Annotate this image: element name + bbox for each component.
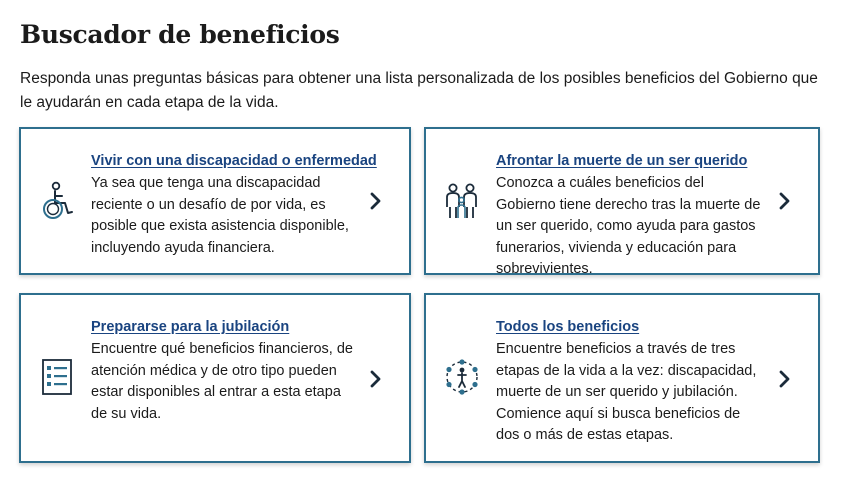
card-all-benefits-description: Encuentre beneficios a través de tres etapas de la vida a la vez: discapacidad, muerte de un ser querido y jubilación. Comience aquí si busca beneficios de dos o más de estas etapas. xyxy=(496,341,757,443)
card-disability-description: Ya sea que tenga una discapacidad reciente o un desafío de por vida, es posible que exista asistencia disponible, incluyendo ayuda financiera. xyxy=(91,175,349,256)
card-death-of-loved-one[interactable] xyxy=(424,127,820,275)
life-cycle-icon xyxy=(444,357,480,397)
card-death-title-link[interactable]: Afrontar la muerte de un ser querido xyxy=(496,153,748,169)
card-retirement-title-link[interactable]: Prepararse para la jubilación xyxy=(91,319,290,335)
family-icon xyxy=(444,181,480,221)
chevron-right-icon[interactable] xyxy=(369,369,383,389)
page-title: Buscador de beneficios xyxy=(20,20,340,49)
chevron-right-icon[interactable] xyxy=(778,369,792,389)
card-retirement[interactable] xyxy=(19,293,411,463)
card-retirement-description: Encuentre qué beneficios financieros, de atención médica y de otro tipo pueden estar disponibles al entrar a esta etapa de su vida. xyxy=(91,341,353,422)
wheelchair-icon xyxy=(39,181,75,221)
chevron-right-icon[interactable] xyxy=(778,191,792,211)
card-death-description: Conozca a cuáles beneficios del Gobierno tiene derecho tras la muerte de un ser querido, como ayuda para gastos funerarios, vivienda y educación para sobrevivientes. xyxy=(496,175,761,277)
page-intro: Responda unas preguntas básicas para obtener una lista personalizada de los posibles beneficios del Gobierno que le ayudarán en cada etapa de la vida. xyxy=(20,70,818,111)
checklist-icon xyxy=(39,357,75,397)
card-all-benefits-title-link[interactable]: Todos los beneficios xyxy=(496,319,640,335)
card-all-benefits[interactable] xyxy=(424,293,820,463)
card-disability-title-link[interactable]: Vivir con una discapacidad o enfermedad xyxy=(91,153,377,169)
card-disability[interactable] xyxy=(19,127,411,275)
chevron-right-icon[interactable] xyxy=(369,191,383,211)
